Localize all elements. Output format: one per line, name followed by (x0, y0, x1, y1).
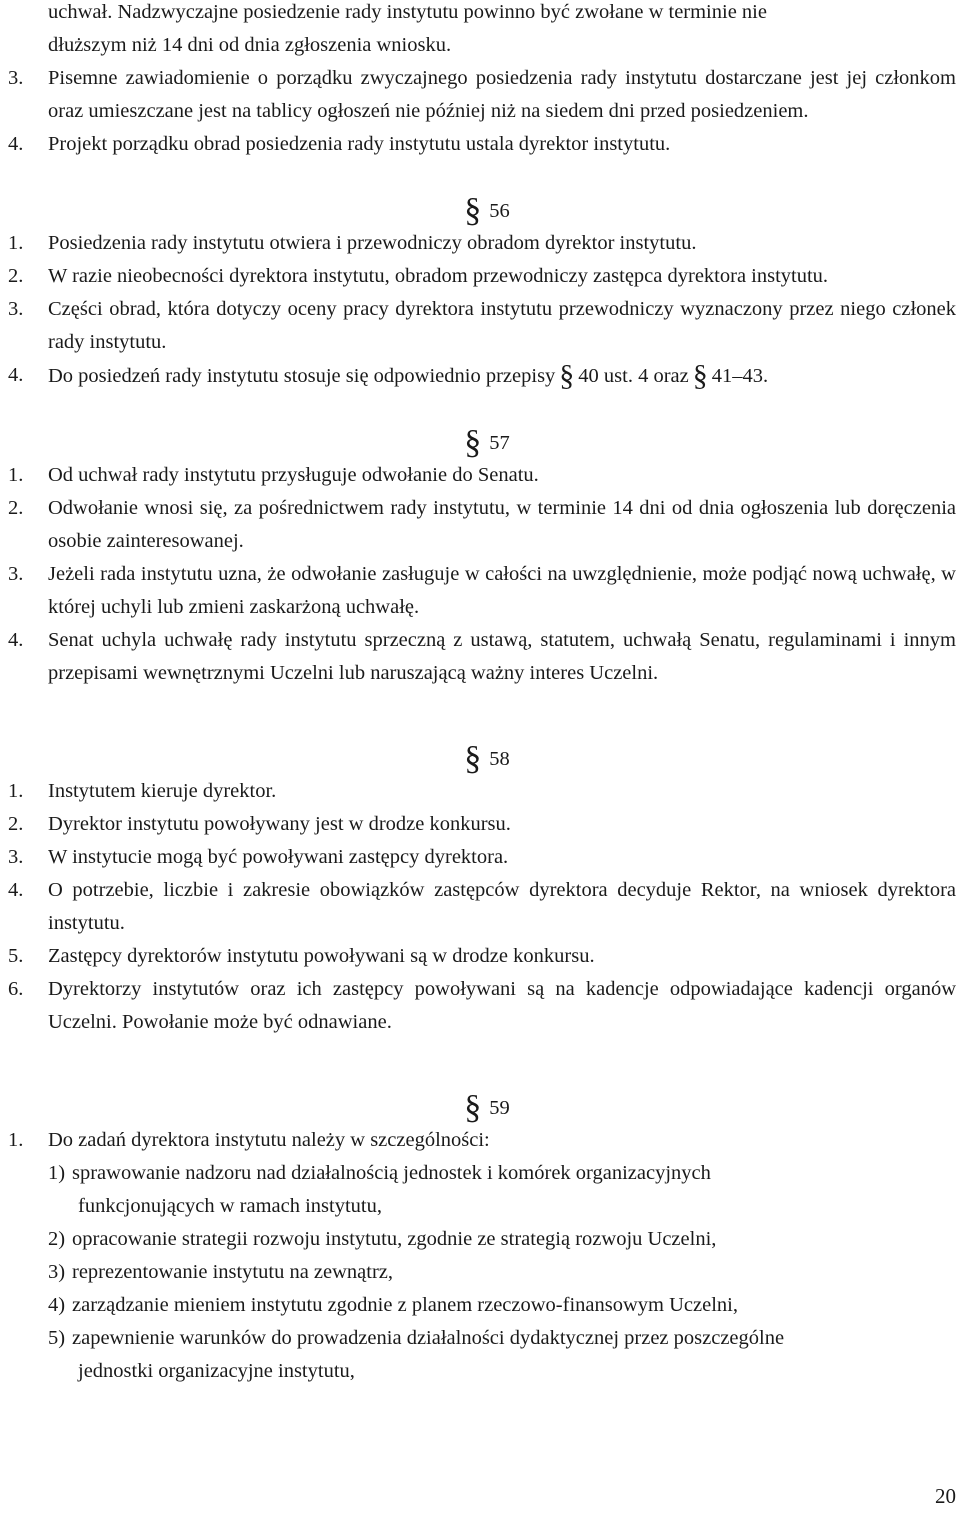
list-item: 1. Do zadań dyrektora instytutu należy w szczególności: (8, 1129, 490, 1151)
list-item: 1. Instytutem kieruje dyrektor. (8, 780, 277, 802)
list-item: 1. Posiedzenia rady instytutu otwiera i przewodniczy obradom dyrektor instytutu. (8, 232, 697, 254)
section-symbol: § (692, 359, 708, 392)
document-page (8, 0, 956, 1388)
section-symbol: § (559, 359, 575, 392)
list-item: 4. O potrzebie, liczbie i zakresie obowiązków zastępców dyrektora decyduje Rektor, na wniosek dyrektora instytutu. (8, 879, 956, 934)
sub-list-item: 3) reprezentowanie instytutu na zewnątrz, (48, 1261, 394, 1283)
section-symbol: § (464, 740, 482, 777)
list-item: 3. Części obrad, która dotyczy oceny pracy dyrektora instytutu przewodniczy wyznaczony przez niego członek rady instytutu. (8, 298, 956, 353)
sub-list-item: 4) zarządzanie mieniem instytutu zgodnie z planem rzeczowo-finansowym Uczelni, (48, 1294, 738, 1316)
page-number: 20 (935, 1484, 956, 1508)
list-item: 2. Odwołanie wnosi się, za pośrednictwem rady instytutu, w terminie 14 dni od dnia ogłoszenia lub doręczenia osobie zainteresowanej. (8, 497, 956, 552)
sub-list-continuation: funkcjonujących w ramach instytutu, (78, 1195, 382, 1217)
list-item: 1. Od uchwał rady instytutu przysługuje odwołanie do Senatu. (8, 464, 539, 486)
section-heading: § 58 (464, 740, 510, 777)
list-item: 6. Dyrektorzy instytutów oraz ich zastępcy powoływani są na kadencje odpowiadające kadencji organów Uczelni. Powołanie może być odnawiane. (8, 978, 956, 1033)
list-item: 4. Projekt porządku obrad posiedzenia rady instytutu ustala dyrektor instytutu. (8, 133, 671, 155)
sub-list-item: 5) zapewnienie warunków do prowadzenia działalności dydaktycznej przez poszczególne (48, 1327, 785, 1349)
section-heading: § 57 (464, 424, 510, 461)
continuation-text: uchwał. Nadzwyczajne posiedzenie rady instytutu powinno być zwołane w terminie nie dłuższym niż 14 dni od dnia zgłoszenia wniosku. (48, 1, 767, 56)
list-item: 3. W instytucie mogą być powoływani zastępcy dyrektora. (8, 846, 509, 868)
sub-list-continuation: jednostki organizacyjne instytutu, (78, 1360, 355, 1382)
section-symbol: § (464, 192, 482, 229)
list-item: 4. Do posiedzeń rady instytutu stosuje się odpowiednio przepisy § 40 ust. 4 oraz § 41–43. (8, 359, 769, 392)
section-symbol: § (464, 1089, 482, 1126)
section-symbol: § (464, 424, 482, 461)
list-item: 5. Zastępcy dyrektorów instytutu powoływani są w drodze konkursu. (8, 945, 595, 967)
list-item: 3. Pisemne zawiadomienie o porządku zwyczajnego posiedzenia rady instytutu dostarczane jest jej członkom oraz umieszczane jest na tablicy ogłoszeń nie później niż na siedem dni przed posiedzeniem. (8, 67, 956, 122)
list-item: 4. Senat uchyla uchwałę rady instytutu sprzeczną z ustawą, statutem, uchwałą Senatu, regulaminami i innym przepisami wewnętrznymi Uczelni lub naruszającą ważny interes Uczelni. (8, 629, 956, 684)
list-item: 2. W razie nieobecności dyrektora instytutu, obradom przewodniczy zastępca dyrektora instytutu. (8, 265, 829, 287)
section-heading: § 56 (464, 192, 510, 229)
section-heading: § 59 (464, 1089, 510, 1126)
sub-list-item: 2) opracowanie strategii rozwoju instytutu, zgodnie ze strategią rozwoju Uczelni, (48, 1228, 717, 1250)
list-item: 3. Jeżeli rada instytutu uzna, że odwołanie zasługuje w całości na uwzględnienie, może podjąć nową uchwałę, w której uchyli lub zmieni zaskarżoną uchwałę. (8, 563, 956, 618)
sub-list-item: 1) sprawowanie nadzoru nad działalnością jednostek i komórek organizacyjnych (48, 1162, 711, 1184)
list-item: 2. Dyrektor instytutu powoływany jest w drodze konkursu. (8, 813, 511, 835)
